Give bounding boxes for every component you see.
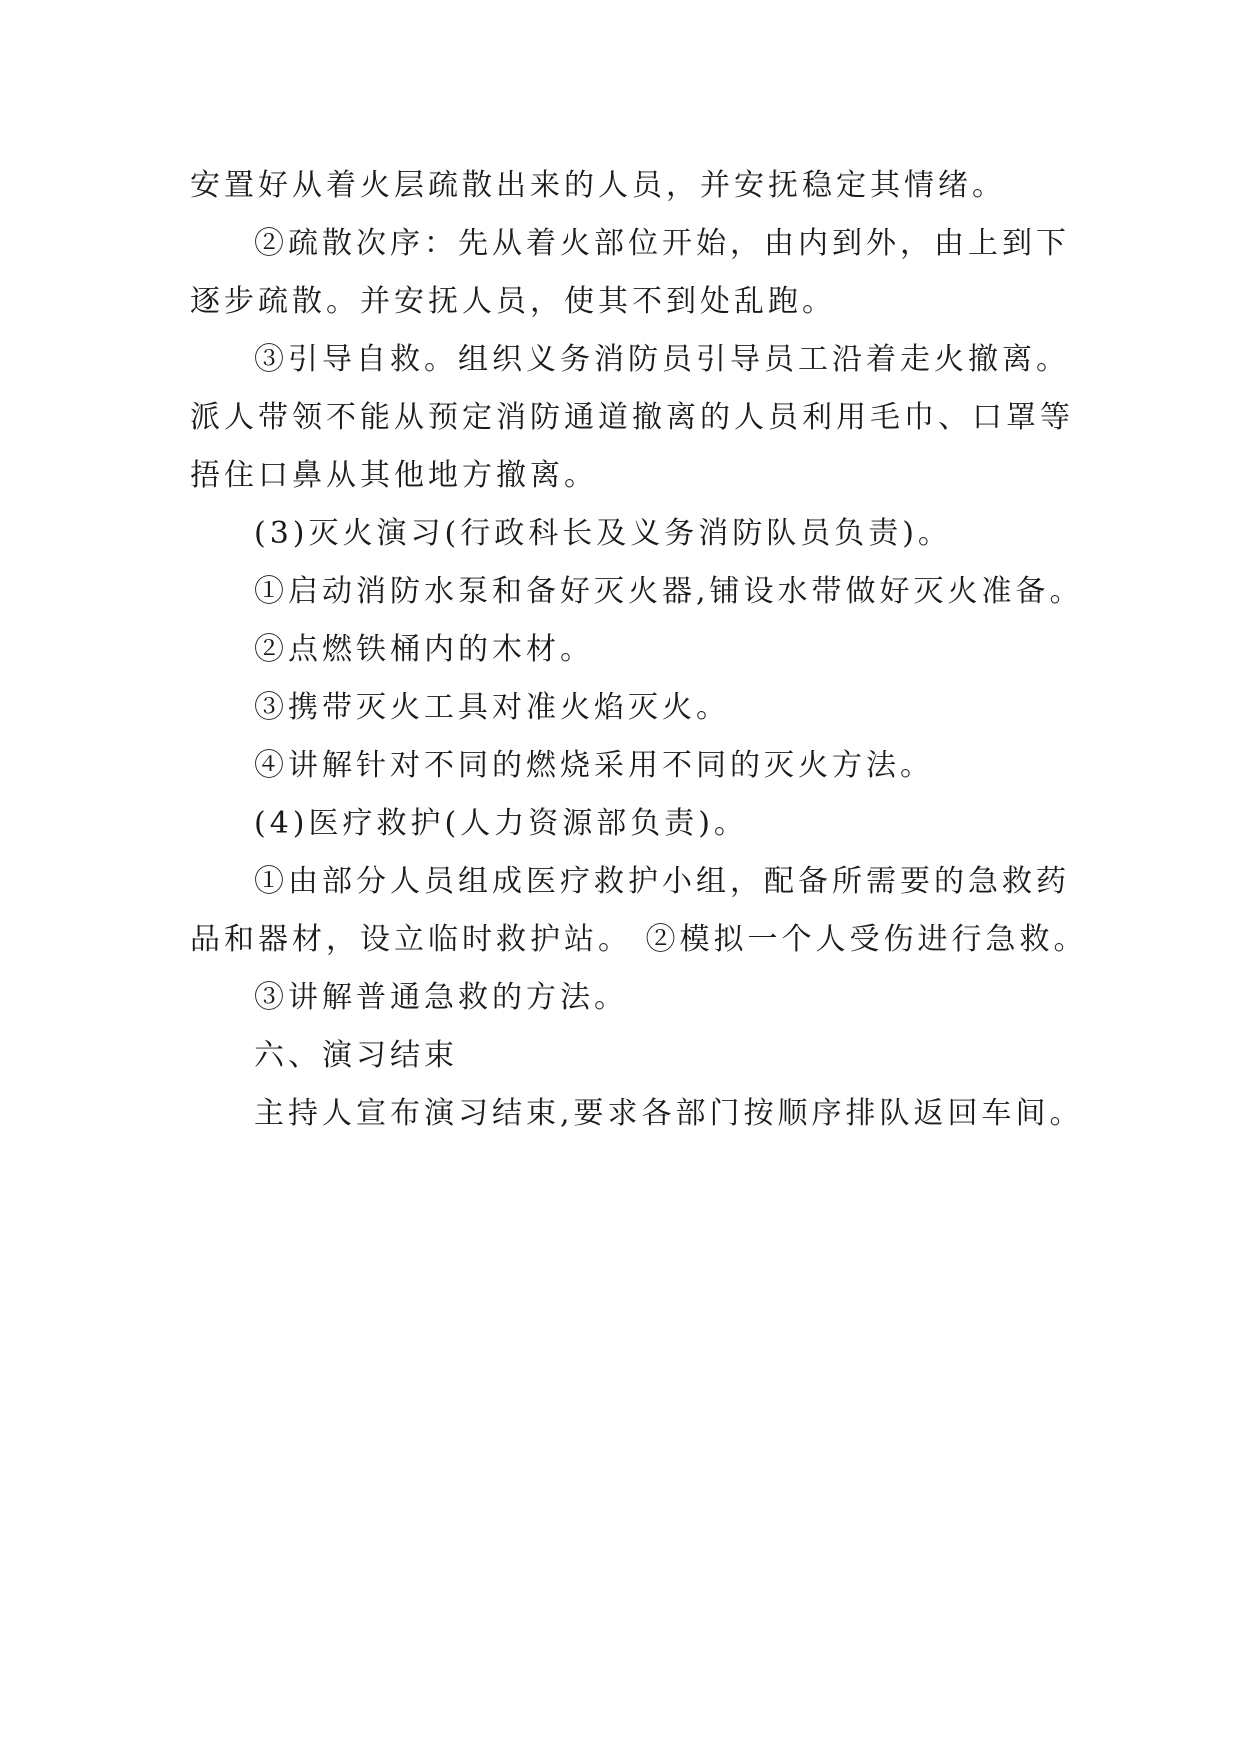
list-item: ④讲解针对不同的燃烧采用不同的灭火方法。 <box>254 748 934 783</box>
section-heading: 六、演习结束 <box>254 1038 458 1073</box>
section-heading: (3)灭火演习(行政科长及义务消防队员负责)。 <box>254 516 952 551</box>
section-heading: (4)医疗救护(人力资源部负责)。 <box>254 806 748 841</box>
body-text-line: ③引导自救。组织义务消防员引导员工沿着走火撤离。 <box>254 342 1070 377</box>
body-text-line: ②疏散次序：先从着火部位开始，由内到外，由上到下 <box>254 226 1070 261</box>
body-text-line: 派人带领不能从预定消防通道撤离的人员利用毛巾、口罩等 <box>190 400 1074 435</box>
body-text-line: 主持人宣布演习结束,要求各部门按顺序排队返回车间。 <box>254 1096 1084 1131</box>
body-text-line: 逐步疏散。并安抚人员，使其不到处乱跑。 <box>190 284 836 319</box>
list-item: ③携带灭火工具对准火焰灭火。 <box>254 690 730 725</box>
list-item: ①由部分人员组成医疗救护小组，配备所需要的急救药 <box>254 864 1070 899</box>
body-text-line: 品和器材，设立临时救护站。 ②模拟一个人受伤进行急救。 <box>190 922 1088 957</box>
list-item: ③讲解普通急救的方法。 <box>254 980 628 1015</box>
body-text-line: 安置好从着火层疏散出来的人员，并安抚稳定其情绪。 <box>190 168 1006 203</box>
list-item: ②点燃铁桶内的木材。 <box>254 632 594 667</box>
body-text-line: 捂住口鼻从其他地方撤离。 <box>190 458 598 493</box>
list-item: ①启动消防水泵和备好灭火器,铺设水带做好灭火准备。 <box>254 574 1084 609</box>
